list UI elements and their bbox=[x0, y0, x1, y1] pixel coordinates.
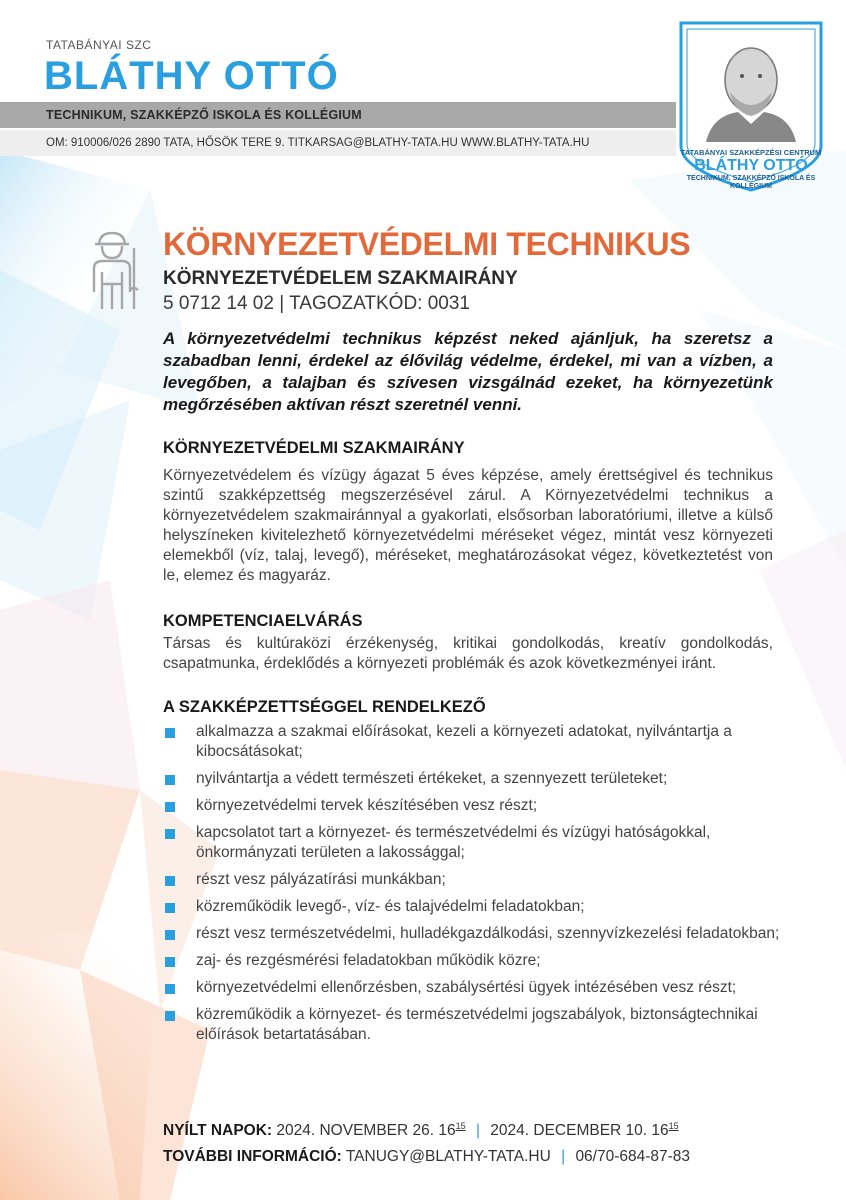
page-title: KÖRNYEZETVÉDELMI TECHNIKUS bbox=[163, 226, 691, 262]
open-day-1-date: 2024. NOVEMBER 26. 16 bbox=[276, 1122, 456, 1140]
list-item bbox=[163, 870, 783, 890]
open-day-1-minutes: 15 bbox=[455, 1121, 466, 1131]
square-bullet-icon bbox=[165, 957, 175, 967]
list-item bbox=[163, 978, 783, 998]
open-days-line bbox=[163, 1121, 679, 1140]
paragraph-szakmairany: Környezetvédelem és vízügy ágazat 5 éves képzése, amely érettségivel és technikus szintű szakképzettség megszerzésével zárul. A Környezetvédelmi technikus a környezetvédelem szakmairánnyal a gyakorlati, elsősorban laboratóriumi, illetve a külső helyszíneken kivitelezhető környezetvédelmi méréseket végez, mintát vesz környezeti elemekből (víz, talaj, levegő), méréseket, meghatározásokat végez, következtetést von le, elemez és magyaráz. bbox=[163, 467, 773, 584]
open-day-2-date: 2024. DECEMBER 10. 16 bbox=[490, 1122, 669, 1140]
square-bullet-icon bbox=[165, 903, 175, 913]
szc-label: TATABÁNYAI SZC bbox=[46, 38, 152, 52]
worker-icon bbox=[88, 230, 146, 312]
list-item-text: közreműködik levegő-, víz- és talajvédelmi feladatokban; bbox=[196, 898, 585, 915]
paragraph-kompetencia: Társas és kultúraközi érzékenység, kritikai gondolkodás, kreatív gondolkodás, csapatmunka, érdeklődés a környezeti problémák és azok következményei iránt. bbox=[163, 635, 773, 672]
intro-paragraph: A környezetvédelmi technikus képzést neked ajánljuk, ha szeretsz a szabadban lenni, érdekel az élővilág védelme, érdekel, mi van a vízben, a levegőben, a talajban és szívesen vizsgálnád ezeket, ha környezetünk megőrzésében aktívan részt szeretnél venni. bbox=[163, 329, 773, 414]
list-item-text: kapcsolatot tart a környezet- és természetvédelmi és vízügyi hatóságokkal, önkormányzati területen a lakossággal; bbox=[196, 824, 711, 861]
square-bullet-icon bbox=[165, 802, 175, 812]
separator: | bbox=[561, 1148, 566, 1165]
list-item bbox=[163, 1005, 783, 1045]
contact-bar bbox=[0, 130, 676, 156]
list-item bbox=[163, 796, 783, 816]
school-type: TECHNIKUM, SZAKKÉPZŐ ISKOLA ÉS KOLLÉGIUM bbox=[46, 108, 362, 122]
square-bullet-icon bbox=[165, 930, 175, 940]
school-logo-shield bbox=[678, 20, 824, 192]
square-bullet-icon bbox=[165, 775, 175, 785]
logo-name-text: BLÁTHY OTTÓ bbox=[694, 157, 808, 174]
open-days-label: NYÍLT NAPOK: bbox=[163, 1122, 273, 1140]
skills-list bbox=[163, 722, 783, 1052]
list-item bbox=[163, 769, 783, 789]
square-bullet-icon bbox=[165, 984, 175, 994]
list-item-text: környezetvédelmi ellenőrzésben, szabálysértési ügyek intézésében vesz részt; bbox=[196, 979, 737, 996]
school-type-bar bbox=[0, 102, 676, 128]
program-code: 5 0712 14 02 | TAGOZATKÓD: 0031 bbox=[163, 293, 470, 314]
square-bullet-icon bbox=[165, 1011, 175, 1021]
list-item bbox=[163, 951, 783, 971]
logo-school-text: TECHNIKUM, SZAKKÉPZŐ ISKOLA ÉS KOLLÉGIUM bbox=[686, 175, 816, 190]
list-item bbox=[163, 924, 783, 944]
square-bullet-icon bbox=[165, 829, 175, 839]
brand-title: BLÁTHY OTTÓ bbox=[44, 54, 339, 98]
open-day-2-minutes: 15 bbox=[668, 1121, 679, 1131]
open-day-1 bbox=[276, 1122, 465, 1139]
list-item-text: részt vesz természetvédelmi, hulladékgazdálkodási, szennyvízkezelési feladatokban; bbox=[196, 925, 780, 942]
list-item bbox=[163, 897, 783, 917]
page-subtitle: KÖRNYEZETVÉDELEM SZAKMAIRÁNY bbox=[163, 268, 518, 289]
info-phone[interactable]: 06/70-684-87-83 bbox=[575, 1148, 691, 1165]
info-email[interactable]: TANUGY@BLATHY-TATA.HU bbox=[345, 1148, 551, 1165]
list-item bbox=[163, 722, 783, 762]
open-day-2 bbox=[490, 1122, 678, 1139]
info-label: TOVÁBBI INFORMÁCIÓ: bbox=[163, 1148, 342, 1165]
list-item-text: nyilvántartja a védett természeti értékeket, a szennyezett területeket; bbox=[196, 770, 668, 787]
contact-line: OM: 910006/026 2890 TATA, HŐSÖK TERE 9. TITKARSAG@BLATHY-TATA.HU WWW.BLATHY-TATA.HU bbox=[46, 137, 590, 149]
list-item bbox=[163, 823, 783, 863]
list-item-text: zaj- és rezgésmérési feladatokban működik közre; bbox=[196, 952, 541, 969]
info-line bbox=[163, 1148, 690, 1166]
logo-centrum-text: TATABÁNYAI SZAKKÉPZÉSI CENTRUM bbox=[680, 148, 822, 157]
heading-szakmairany: KÖRNYEZETVÉDELMI SZAKMAIRÁNY bbox=[163, 439, 465, 457]
square-bullet-icon bbox=[165, 728, 175, 738]
heading-kompetencia: KOMPETENCIAELVÁRÁS bbox=[163, 612, 363, 630]
list-item-text: közreműködik a környezet- és természetvédelmi jogszabályok, biztonságtechnikai előírások betartatásában. bbox=[196, 1006, 758, 1043]
heading-rendelkezo: A SZAKKÉPZETTSÉGGEL RENDELKEZŐ bbox=[163, 698, 486, 716]
square-bullet-icon bbox=[165, 876, 175, 886]
list-item-text: környezetvédelmi tervek készítésében vesz részt; bbox=[196, 797, 538, 814]
list-item-text: alkalmazza a szakmai előírásokat, kezeli a környezeti adatokat, nyilvántartja a kibocsátásokat; bbox=[196, 723, 732, 760]
separator: | bbox=[475, 1122, 480, 1140]
list-item-text: részt vesz pályázatírási munkákban; bbox=[196, 871, 446, 888]
